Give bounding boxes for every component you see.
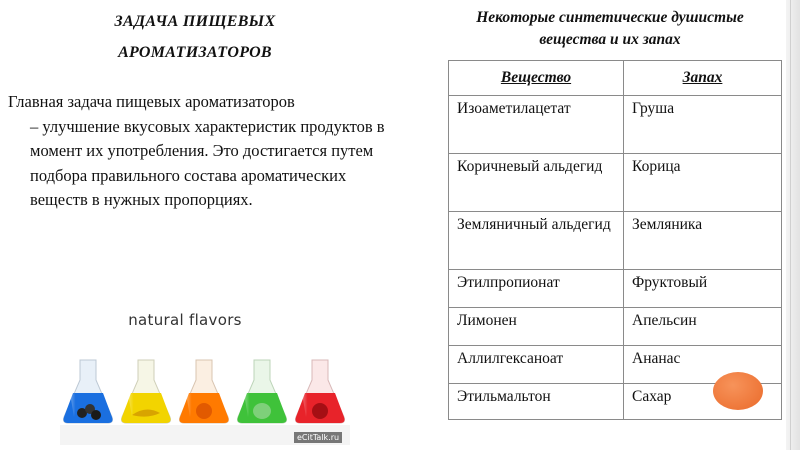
cell-smell: Корица (624, 154, 782, 212)
flask-yellow-icon (122, 360, 171, 423)
header-smell: Запах (624, 61, 782, 96)
left-title (60, 6, 330, 68)
cell-substance: Земляничный альдегид (449, 212, 624, 270)
cell-substance: Этильмальтон (449, 384, 624, 420)
table-row (449, 308, 782, 346)
cell-substance: Лимонен (449, 308, 624, 346)
slide-right-edge (786, 0, 800, 450)
body-text-line1: Главная задача пищевых ароматизаторов (8, 92, 295, 111)
cell-substance: Аллилгексаноат (449, 346, 624, 384)
left-title-line2: АРОМАТИЗАТОРОВ (118, 44, 272, 61)
table-row (449, 96, 782, 154)
edge-divider (790, 0, 791, 450)
table-row (449, 154, 782, 212)
natural-flavors-caption: natural flavors (128, 311, 242, 329)
cell-substance: Коричневый альдегид (449, 154, 624, 212)
flask-blue-icon (64, 360, 113, 423)
cell-smell: Апельсин (624, 308, 782, 346)
cell-smell: Груша (624, 96, 782, 154)
cell-smell: Фруктовый (624, 270, 782, 308)
cell-smell: Ананас (624, 346, 782, 384)
table-row (449, 270, 782, 308)
body-text-rest: – улучшение вкусовых характеристик продуктов в момент их употребления. Это достигается путем подбора правильного состава ароматических веществ в нужных пропорциях. (30, 116, 385, 209)
cell-smell: Сахар (624, 384, 782, 420)
table-row (449, 212, 782, 270)
flask-red-icon (296, 360, 345, 423)
table-header-row (449, 61, 782, 96)
cell-smell: Земляника (624, 212, 782, 270)
right-title (430, 7, 790, 51)
natural-flavors-image (60, 305, 370, 450)
flask-orange-icon (180, 360, 229, 423)
flasks-illustration (60, 305, 370, 450)
right-title-line1: Некоторые синтетические душистые (476, 9, 744, 26)
right-title-line2: вещества и их запах (539, 31, 681, 48)
flask-green-icon (238, 360, 287, 423)
left-body-text (8, 90, 393, 213)
substance-table (448, 60, 782, 420)
cell-substance: Изоаметилацетат (449, 96, 624, 154)
header-substance: Вещество (449, 61, 624, 96)
watermark-label: eCitTalk.ru (294, 432, 342, 443)
decorative-orange-dot (713, 372, 763, 410)
left-title-line1: ЗАДАЧА ПИЩЕВЫХ (114, 13, 276, 30)
cell-substance: Этилпропионат (449, 270, 624, 308)
